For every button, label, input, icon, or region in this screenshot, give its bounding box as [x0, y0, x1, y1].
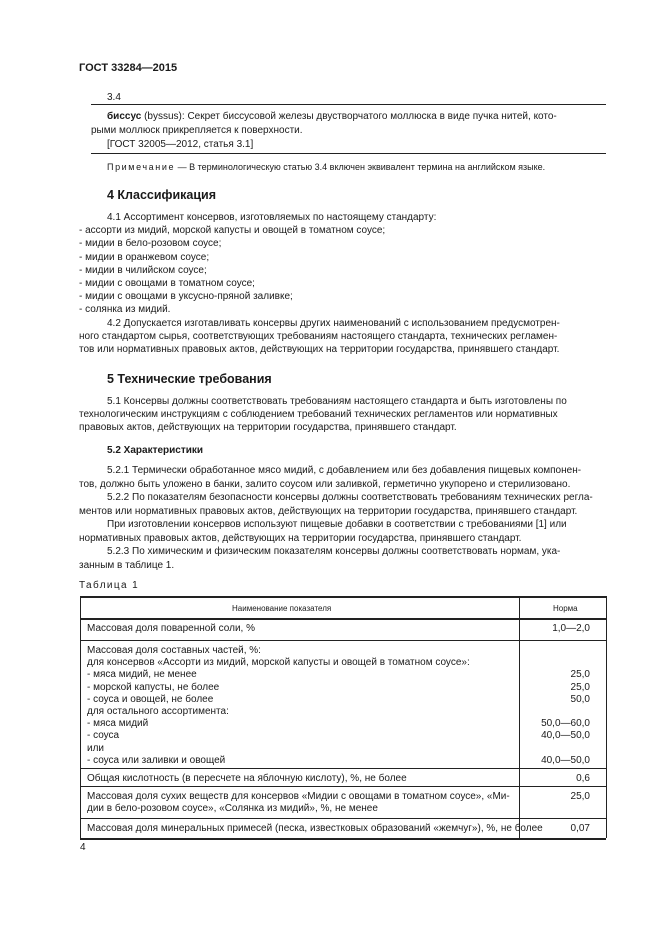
table-border-left [80, 596, 81, 838]
section-4-line: ного стандартом сырья, соответствующих требованиям настоящего стандарта, технических регламен- [79, 330, 558, 342]
section-5-2-line: ментов или нормативных правовых актов, действующих на территории государства, принявшего стандарт. [79, 505, 578, 517]
table-cell-name: Массовая доля составных частей, %: [87, 645, 261, 656]
section-5-2-line: 5.2.1 Термически обработанное мясо мидий, с добавлением или без добавления пищевых компонен- [107, 465, 582, 476]
term-reference: [ГОСТ 32005—2012, статья 3.1] [107, 139, 254, 150]
table-header-name: Наименование показателя [232, 604, 332, 613]
table-cell-value: 25,0 [570, 669, 590, 681]
table-rule [80, 838, 606, 840]
section-5-2-line: нормативных правовых актов, действующих на территории государства, принявшего стандарт. [79, 532, 522, 544]
section-5-2-title: 5.2 Характеристики [107, 445, 204, 456]
table-column-divider [519, 596, 520, 838]
section-4-line: - ассорти из мидий, морской капусты и овощей в томатном соусе; [79, 225, 386, 237]
section-4-title: 4 Классификация [107, 188, 217, 202]
page-number: 4 [80, 842, 86, 853]
section-4-line: 4.1 Ассортимент консервов, изготовляемых по настоящему стандарту: [107, 212, 437, 223]
table-cell-name: - морской капусты, не более [87, 681, 220, 693]
section-4-line: - мидии с овощами в уксусно-пряной заливке; [79, 291, 293, 303]
table-rule [80, 768, 606, 769]
section-4-line: - мидии в чилийском соусе; [79, 264, 207, 276]
table-header-norm: Норма [553, 604, 578, 613]
table-rule [80, 818, 606, 819]
document-code: ГОСТ 33284—2015 [79, 62, 178, 74]
table-cell-name: для остального ассортимента: [87, 706, 229, 717]
table-rule [80, 786, 606, 787]
table-cell-value: 25,0 [570, 791, 590, 802]
table-caption: Таблица 1 [79, 580, 140, 591]
table-cell-name: для консервов «Ассорти из мидий, морской капусты и овощей в томатном соусе»: [87, 657, 470, 669]
table-cell-value: 0,07 [570, 823, 590, 834]
table-cell-name: Массовая доля минеральных примесей (песка, известковых образований «жемчуг»), %, не более [87, 823, 543, 834]
table-border-right [606, 596, 607, 838]
section-5-2-line: 5.2.2 По показателям безопасности консервы должны соответствовать требованиям технических регла- [107, 492, 593, 503]
table-cell-name: - соуса или заливки и овощей [87, 754, 226, 766]
table-cell-value: 50,0—60,0 [541, 718, 590, 730]
section-4-line: тов или нормативных правовых актов, действующих на территории государства, принявшего стандарт. [79, 344, 560, 355]
section-5-line: 5.1 Консервы должны соответствовать требованиям настоящего стандарта и быть изготовлены по [107, 396, 567, 407]
table-cell-value: 40,0—50,0 [541, 730, 590, 742]
table-rule [80, 596, 606, 598]
term-name: биссус [107, 111, 142, 122]
table-cell-name: дии в бело-розовом соусе», «Солянка из мидий», %, не менее [87, 803, 378, 815]
section-5-2-line: 5.2.3 По химическим и физическим показателям консервы должны соответствовать нормам, ука- [107, 546, 561, 557]
table-rule [80, 618, 606, 620]
table-cell-name: - соуса и овощей, не более [87, 693, 214, 705]
table-cell-name: - мяса мидий, не менее [87, 669, 197, 681]
section-4-line: - солянка из мидий. [79, 304, 171, 316]
section-4-line: - мидии в бело-розовом соусе; [79, 238, 222, 250]
table-cell-value: 25,0 [570, 681, 590, 693]
term-definition [107, 110, 557, 123]
term-top-rule [91, 104, 606, 105]
table-cell-value: 0,6 [576, 773, 590, 784]
section-5-line: технологическим инструкциям с соблюдением требований технических регламентов или нормативных [79, 409, 558, 421]
section-5-line: правовых актов, действующих на территории государства, принявшего стандарт. [79, 422, 457, 434]
section-5-2-line: тов, должно быть уложено в банки, залито соусом или заливкой, герметично укупорено и стерилизовано. [79, 478, 571, 490]
table-cell-name: Массовая доля поваренной соли, % [87, 623, 255, 634]
table-cell-value: 1,0—2,0 [552, 623, 590, 634]
note [107, 161, 545, 174]
table-rule [80, 640, 606, 641]
note-label: Примечание [107, 162, 176, 172]
note-text: — В терминологическую статью 3.4 включен эквивалент термина на английском языке. [175, 162, 546, 172]
term-number: 3.4 [107, 92, 121, 103]
table-cell-value: 40,0—50,0 [541, 754, 590, 766]
table-cell-value: 50,0 [570, 693, 590, 705]
section-4-line: - мидии с овощами в томатном соусе; [79, 278, 255, 289]
section-5-2-line: При изготовлении консервов используют пищевые добавки в соответствии с требованиями [1] или [107, 519, 567, 530]
section-5-title: 5 Технические требования [107, 372, 272, 386]
table-cell-name: - соуса [87, 730, 120, 742]
table-cell-name: Общая кислотность (в пересчете на яблочную кислоту), %, не более [87, 773, 407, 784]
table-cell-name: или [87, 742, 105, 754]
term-bottom-rule [91, 153, 606, 154]
table-cell-name: Массовая доля сухих веществ для консервов «Мидии с овощами в томатном соусе», «Ми- [87, 791, 510, 802]
section-4-line: - мидии в оранжевом соусе; [79, 251, 210, 263]
term-definition-line-2: рыми моллюск прикрепляется к поверхности. [91, 125, 303, 136]
section-5-2-line: занным в таблице 1. [79, 559, 175, 571]
section-4-line: 4.2 Допускается изготавливать консервы других наименований с использованием предусмотрен- [107, 317, 560, 329]
term-definition-text: (byssus): Секрет биссусовой железы двустворчатого моллюска в виде пучка нитей, кото- [141, 111, 557, 122]
table-cell-name: - мяса мидий [87, 718, 149, 730]
